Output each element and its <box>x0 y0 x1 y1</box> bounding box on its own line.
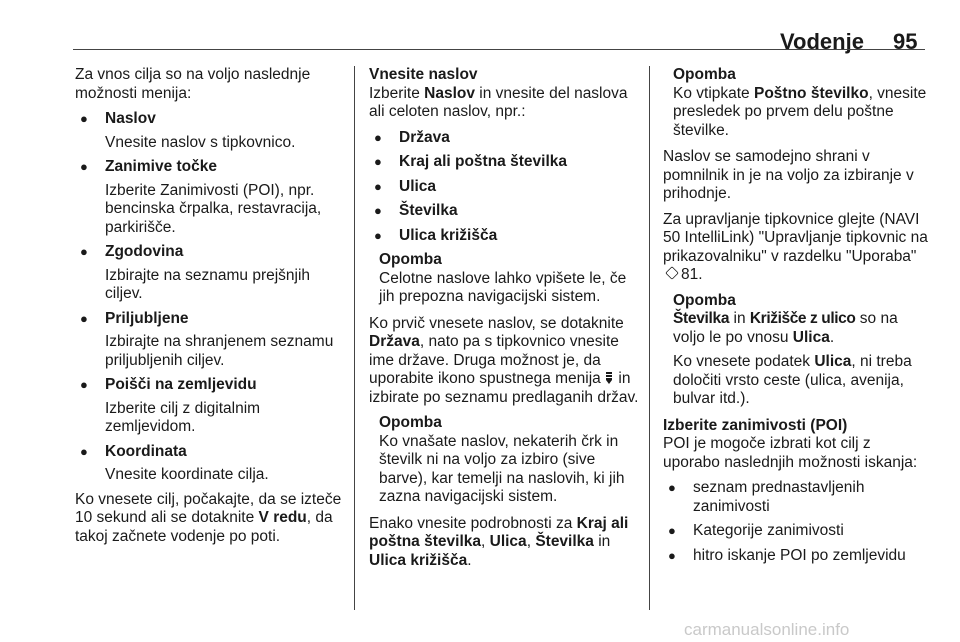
text-run: in izbirate po seznamu predlaganih držav. <box>369 370 639 406</box>
text-run-bold: Številka <box>535 533 594 550</box>
intro-text <box>369 85 639 122</box>
text-run-bold: Ulica <box>814 353 852 370</box>
menu-options-list <box>75 110 345 485</box>
text-run-bold: Ulica <box>792 328 830 346</box>
option-desc: Izberite cilj z digitalnim zemljevidom. <box>105 399 261 435</box>
intro-text: Za vnos cilja so na voljo naslednje možnosti menija: <box>75 66 311 102</box>
text-run: Za upravljanje tipkovnice glejte (NAVI 50 IntelliLink) "Upravljanje tipkovnic na prikazovalniku" v razdelku "Uporaba" <box>663 210 928 265</box>
list-item <box>75 243 345 304</box>
option-title: ● Poišči na zemljevidu <box>105 376 257 393</box>
text-run: Ko prvič vnesete naslov, se dotaknite <box>369 314 624 332</box>
text-run: Ko vnesete cilj, počakajte, da se izteče 10 sekund ali se dotaknite <box>75 490 342 526</box>
text-run: . <box>829 328 835 346</box>
note-text: Celotne naslove lahko vpišete le, če jih prepozna navigacijski sistem. <box>379 269 627 305</box>
note-block <box>369 251 639 307</box>
list-item <box>75 110 345 152</box>
note-text: Ko vnašate naslov, nekaterih črk in številk ni na voljo za izbiro (sive barve), kar temelji na naslovih, ki jih zazna navigacijski sistem. <box>379 432 625 505</box>
text-run-bold: Kraj ali poštna številka <box>369 514 629 550</box>
text-run: Enako vnesite podrobnosti za <box>369 514 577 532</box>
list-item: ● Kategorije zanimivosti <box>663 522 931 541</box>
text-run: in <box>593 533 611 550</box>
note-label: Opomba <box>673 291 736 309</box>
list-item <box>75 376 345 437</box>
header-divider <box>73 49 925 50</box>
text-run: , ni treba določiti vrsto ceste (ulica, avenija, bulvar itd.). <box>673 353 912 407</box>
text-run-bold: Država <box>369 333 420 350</box>
section-heading: Vnesite naslov <box>369 66 478 83</box>
text-run-bold: V redu <box>258 509 307 526</box>
list-item <box>75 310 345 371</box>
paragraph <box>369 315 639 408</box>
option-title: ● Zgodovina <box>105 243 184 260</box>
text-run-bold: Številka <box>673 310 730 327</box>
text-run-bold: Poštno številko <box>754 84 869 102</box>
list-item: ● Država <box>369 129 639 148</box>
text-run-bold: Ulica križišča <box>369 551 468 569</box>
text-run: in vnesite del naslova ali celoten naslov, npr.: <box>369 84 628 120</box>
intro-text: POI je mogoče izbrati kot cilj z uporabo naslednjih možnosti iskanja: <box>663 435 918 471</box>
paragraph <box>663 211 931 285</box>
note-block <box>663 66 931 140</box>
option-title: ● Zanimive točke <box>105 158 217 175</box>
option-desc: Izbirajte na seznamu prejšnjih ciljev. <box>105 266 311 302</box>
note-label: Opomba <box>379 251 442 268</box>
list-item <box>75 443 345 485</box>
option-desc: Izberite Zanimivosti (POI), npr. bencinska črpalka, restavracija, parkirišče. <box>105 181 322 236</box>
address-fields-list <box>369 129 639 246</box>
watermark-text: carmanualsonline.info <box>684 620 850 639</box>
option-title: ● Koordinata <box>105 442 187 460</box>
outro-text <box>75 491 345 547</box>
option-desc: Vnesite koordinate cilja. <box>105 466 269 483</box>
list-item: ● hitro iskanje POI po zemljevidu <box>663 547 931 566</box>
text-run: Izberite <box>369 84 425 102</box>
text-run: so na voljo le po vnosu <box>673 310 898 346</box>
text-run-bold: Naslov <box>424 84 475 102</box>
note-block <box>369 414 639 507</box>
list-item: ● Ulica <box>369 178 639 197</box>
page-number: 95 <box>893 29 918 54</box>
page-header <box>0 0 960 54</box>
text-run: , vnesite presledek po prvem delu poštne številke. <box>673 84 927 139</box>
paragraph <box>369 515 639 571</box>
note-text <box>673 310 931 347</box>
option-title: ● Naslov <box>105 110 156 127</box>
list-item: ● Kraj ali poštna številka <box>369 153 639 172</box>
section-heading: Izberite zanimivosti (POI) <box>663 416 848 434</box>
section-title: Vodenje <box>780 29 864 54</box>
page-reference-icon <box>665 266 679 280</box>
option-desc: Izbirajte na shranjenem seznamu priljubljenih ciljev. <box>105 333 334 369</box>
paragraph: Naslov se samodejno shrani v pomnilnik in je na voljo za izbiranje v prihodnje. <box>663 148 914 202</box>
note-block <box>663 292 931 409</box>
option-title: ● Priljubljene <box>105 309 189 327</box>
list-item: ● Številka <box>369 202 639 221</box>
dropdown-menu-icon <box>605 371 614 384</box>
text-run-bold: Ulica <box>489 533 527 550</box>
list-item <box>75 158 345 237</box>
text-run: , nato pa s tipkovnico vnesite ime države. Druga možnost je, da uporabite ikono spustnega menija <box>369 333 619 387</box>
note-text <box>673 353 931 409</box>
column-2 <box>369 66 639 577</box>
column-3 <box>663 66 931 571</box>
text-run: , <box>481 533 490 550</box>
text-run: in <box>729 310 750 327</box>
note-label: Opomba <box>379 414 442 431</box>
poi-options-list <box>663 479 931 565</box>
column-divider-2 <box>649 66 650 610</box>
column-divider-1 <box>354 66 355 610</box>
list-item: ● Ulica križišča <box>369 227 639 246</box>
column-1 <box>75 66 345 553</box>
text-run: Ko vnesete podatek <box>673 353 815 370</box>
page-reference: 81. <box>681 266 703 283</box>
note-label: Opomba <box>673 66 736 83</box>
text-run: . <box>467 551 472 569</box>
list-item: ● seznam prednastavljenih zanimivosti <box>663 479 931 516</box>
text-run: , da takoj začnete vodenje po poti. <box>75 509 333 545</box>
text-run: Ko vtipkate <box>673 84 754 102</box>
text-run: , <box>526 533 536 550</box>
option-desc: Vnesite naslov s tipkovnico. <box>105 133 296 151</box>
text-run-bold: Križišče z ulico <box>749 310 856 327</box>
